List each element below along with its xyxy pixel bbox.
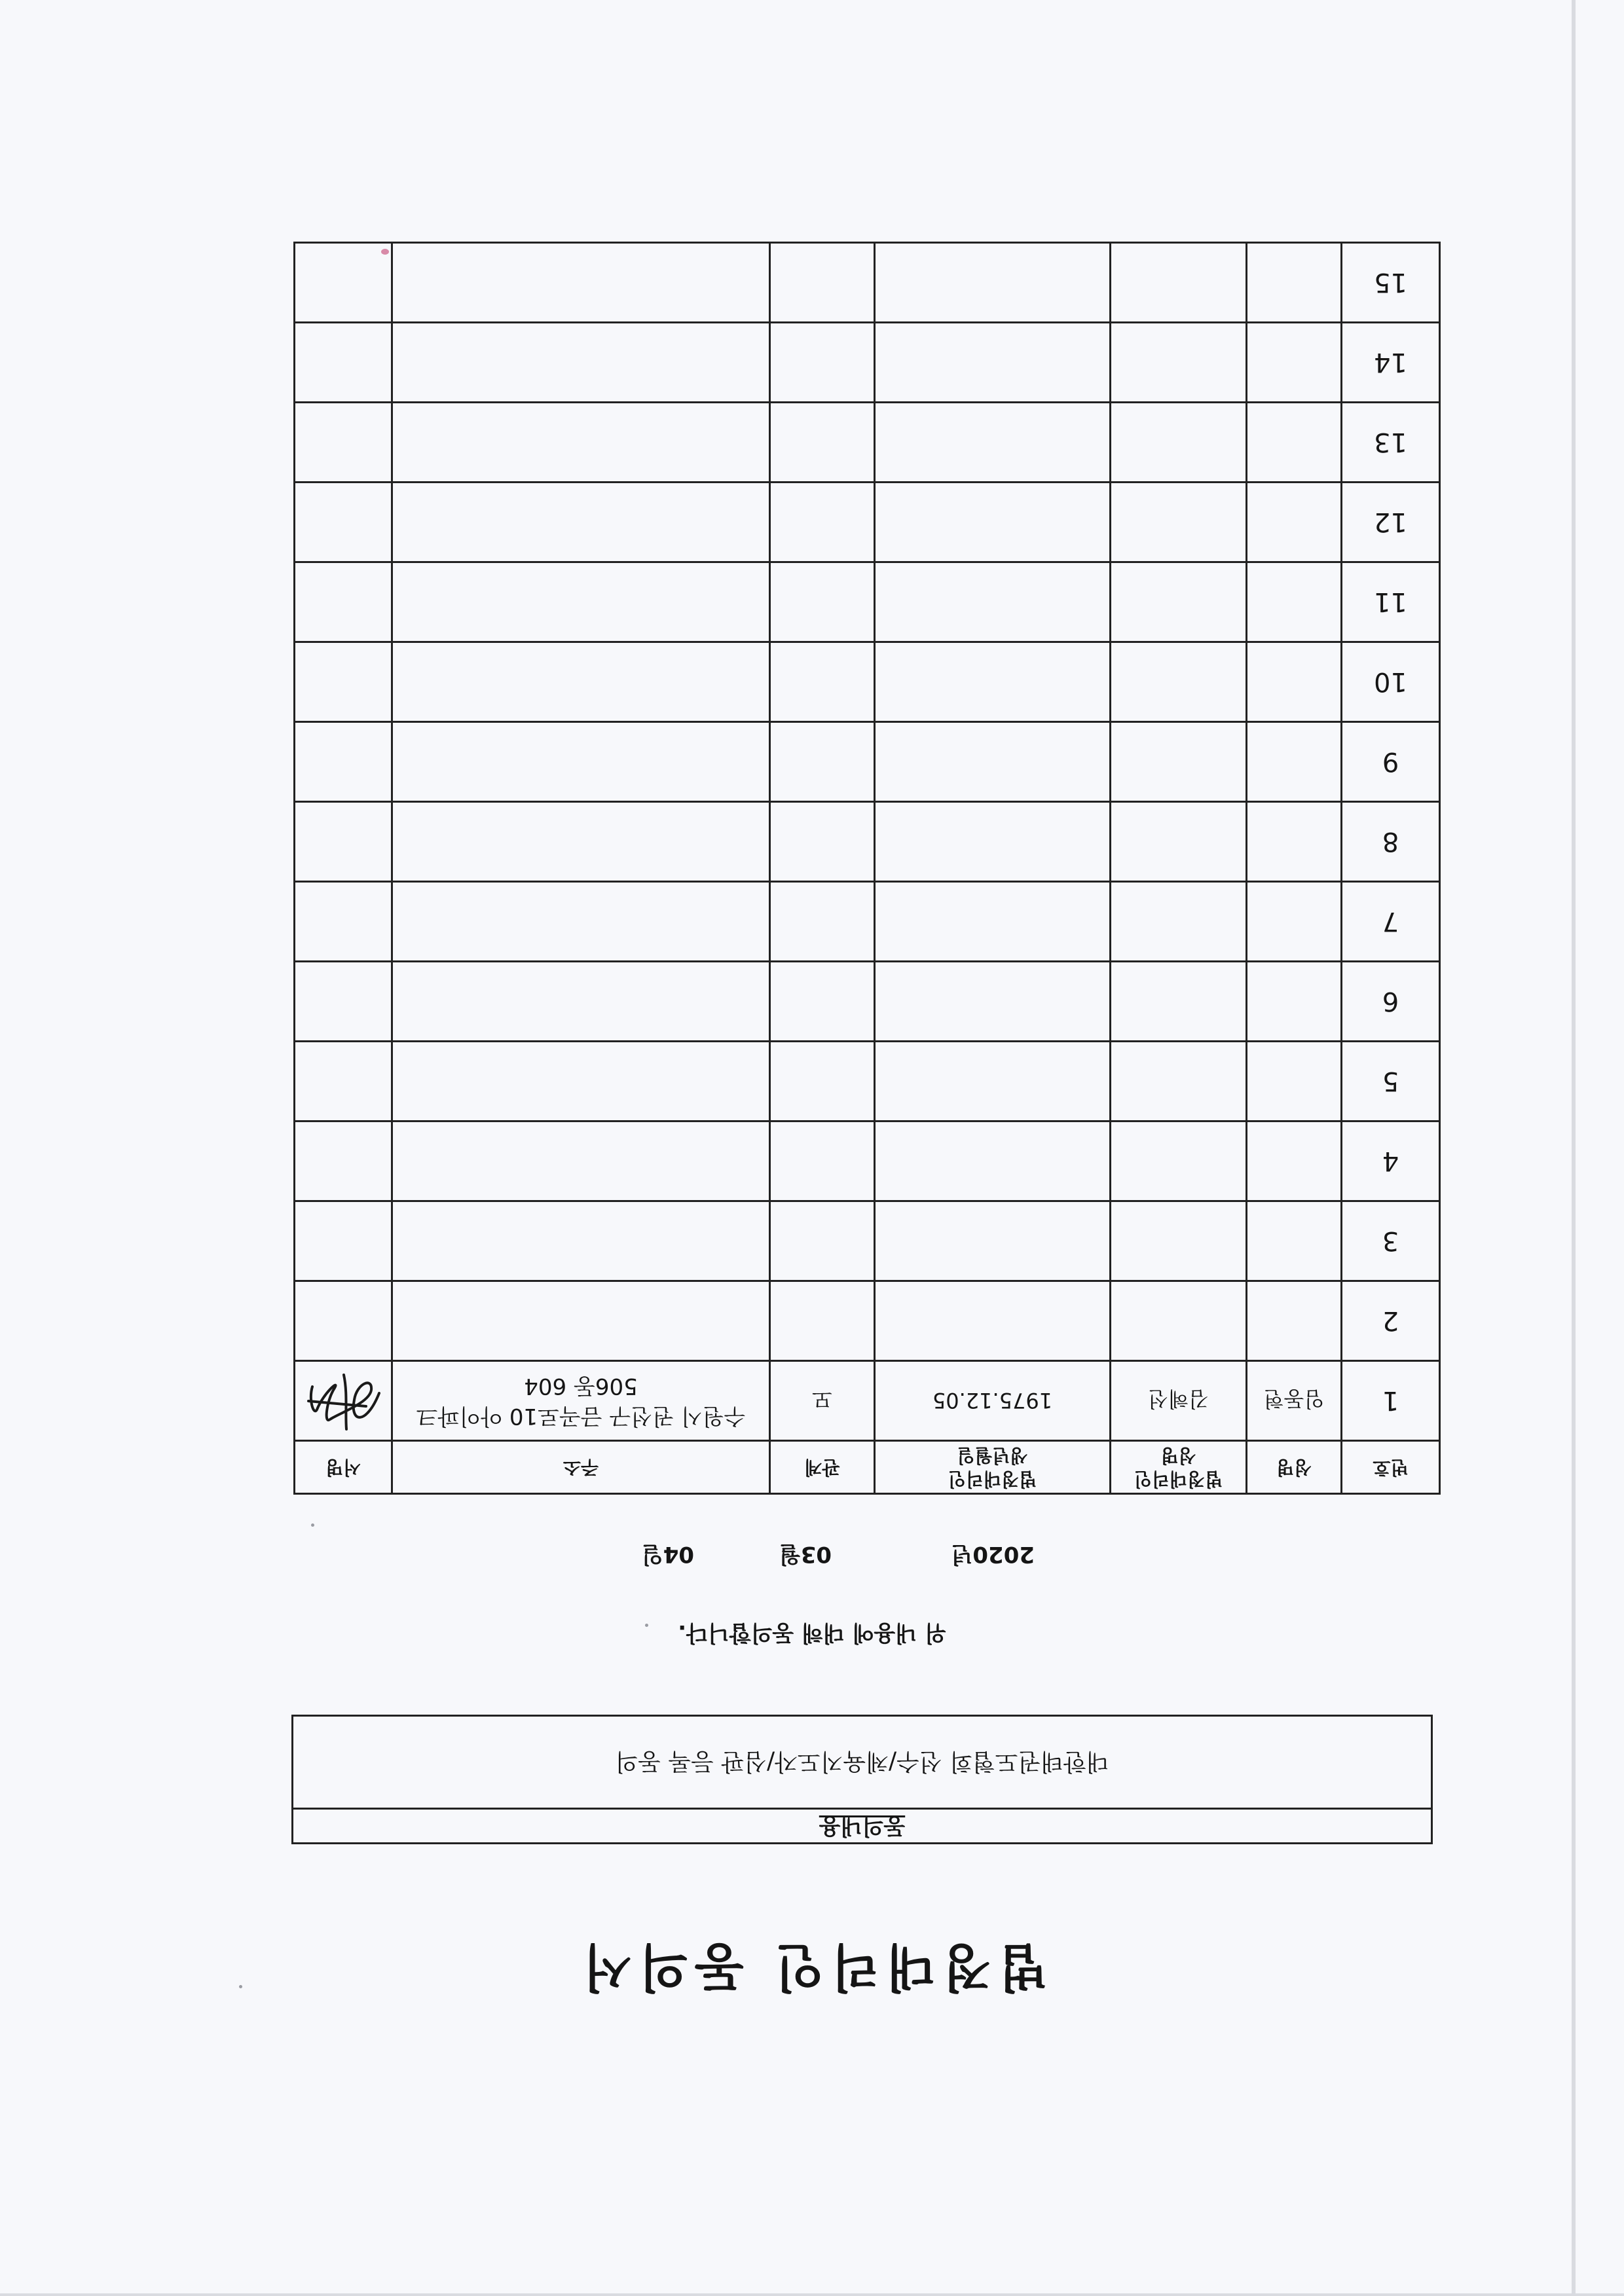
cell-relation <box>770 802 875 882</box>
cell-number: 9 <box>1342 722 1440 802</box>
header-signature: 서명 <box>295 1441 392 1494</box>
cell-signature <box>295 403 392 483</box>
cell-guardian-birth <box>875 722 1111 802</box>
header-guardian-birth: 법정대리인 생년월일 <box>875 1441 1111 1494</box>
cell-name: 임동현 <box>1247 1361 1342 1441</box>
cell-relation <box>770 1201 875 1281</box>
cell-relation <box>770 1121 875 1201</box>
cell-address <box>392 1281 770 1361</box>
cell-signature <box>295 1042 392 1121</box>
table-body <box>295 243 1440 1441</box>
cell-signature <box>295 1281 392 1361</box>
table-row <box>295 1121 1440 1201</box>
cell-guardian-name <box>1111 642 1247 722</box>
cell-address <box>392 722 770 802</box>
cell-name <box>1247 243 1342 323</box>
cell-signature <box>295 483 392 562</box>
cell-guardian-name <box>1111 243 1247 323</box>
cell-address <box>392 882 770 962</box>
cell-name <box>1247 642 1342 722</box>
cell-signature <box>295 882 392 962</box>
cell-relation <box>770 722 875 802</box>
header-guardian-name: 법정대리인 성명 <box>1111 1441 1247 1494</box>
cell-number: 2 <box>1342 1281 1440 1361</box>
cell-number: 14 <box>1342 323 1440 403</box>
table-row <box>295 1361 1440 1441</box>
cell-guardian-birth <box>875 483 1111 562</box>
header-name: 성명 <box>1247 1441 1342 1494</box>
table-row <box>295 962 1440 1042</box>
cell-guardian-name <box>1111 802 1247 882</box>
date-year: 2020년 <box>951 1541 1035 1567</box>
cell-guardian-birth <box>875 1042 1111 1121</box>
cell-number: 3 <box>1342 1201 1440 1281</box>
cell-guardian-birth <box>875 562 1111 642</box>
cell-guardian-name <box>1111 403 1247 483</box>
consent-content-box <box>291 1715 1433 1844</box>
cell-number: 10 <box>1342 642 1440 722</box>
cell-guardian-birth <box>875 1281 1111 1361</box>
table-row <box>295 403 1440 483</box>
table-row <box>295 1042 1440 1121</box>
cell-name <box>1247 802 1342 882</box>
page-title: 법정대리인 동의서 <box>576 1937 1048 1996</box>
cell-guardian-birth <box>875 642 1111 722</box>
cell-guardian-name <box>1111 1201 1247 1281</box>
cell-relation <box>770 1281 875 1361</box>
date-day: 04일 <box>641 1541 694 1567</box>
cell-number: 4 <box>1342 1121 1440 1201</box>
cell-address <box>392 243 770 323</box>
table-row <box>295 483 1440 562</box>
table-row <box>295 882 1440 962</box>
guardian-table <box>293 242 1441 1495</box>
cell-guardian-name <box>1111 1121 1247 1201</box>
cell-signature <box>295 802 392 882</box>
cell-address <box>392 962 770 1042</box>
cell-relation <box>770 403 875 483</box>
consent-content-text: 대한태권도협회 선수/체육지도자/심판 등록 동의 <box>615 1748 1109 1775</box>
cell-address: 수원시 권선구 금곡로10 아이파크 506동 604 <box>392 1361 770 1441</box>
cell-name <box>1247 1201 1342 1281</box>
cell-number: 15 <box>1342 243 1440 323</box>
cell-signature <box>295 243 392 323</box>
header-number: 번호 <box>1342 1441 1440 1494</box>
cell-relation <box>770 323 875 403</box>
cell-guardian-birth <box>875 323 1111 403</box>
table-row <box>295 243 1440 323</box>
table-row <box>295 802 1440 882</box>
scan-speck <box>311 1523 314 1527</box>
cell-signature <box>295 722 392 802</box>
cell-number: 13 <box>1342 403 1440 483</box>
ink-mark <box>381 249 389 255</box>
cell-guardian-name <box>1111 722 1247 802</box>
cell-name <box>1247 403 1342 483</box>
consent-content-header-label: 동의내용 <box>819 1813 906 1839</box>
cell-signature <box>295 642 392 722</box>
cell-guardian-name <box>1111 962 1247 1042</box>
cell-relation <box>770 483 875 562</box>
table-row <box>295 1281 1440 1361</box>
cell-relation <box>770 1042 875 1121</box>
cell-address <box>392 1042 770 1121</box>
cell-address <box>392 642 770 722</box>
cell-guardian-birth <box>875 1121 1111 1201</box>
handwritten-signature <box>301 1368 386 1440</box>
table-header-row <box>295 1441 1440 1494</box>
cell-relation <box>770 243 875 323</box>
cell-guardian-birth <box>875 1201 1111 1281</box>
cell-address <box>392 1121 770 1201</box>
cell-guardian-name <box>1111 1042 1247 1121</box>
table-row <box>295 323 1440 403</box>
date-month: 03월 <box>779 1541 832 1567</box>
cell-signature <box>295 962 392 1042</box>
cell-name <box>1247 882 1342 962</box>
agreement-statement: 위 내용에 대해 동의합니다. <box>678 1620 946 1646</box>
cell-guardian-birth <box>875 802 1111 882</box>
cell-guardian-name <box>1111 323 1247 403</box>
cell-name <box>1247 722 1342 802</box>
cell-number: 6 <box>1342 962 1440 1042</box>
table-row <box>295 1201 1440 1281</box>
cell-address <box>392 802 770 882</box>
cell-guardian-name <box>1111 1281 1247 1361</box>
cell-number: 1 <box>1342 1361 1440 1441</box>
cell-name <box>1247 1121 1342 1201</box>
cell-address <box>392 1201 770 1281</box>
cell-address <box>392 483 770 562</box>
cell-relation <box>770 962 875 1042</box>
cell-name <box>1247 1281 1342 1361</box>
cell-number: 8 <box>1342 802 1440 882</box>
scan-edge <box>0 2293 1624 2296</box>
cell-guardian-birth <box>875 243 1111 323</box>
cell-guardian-birth <box>875 403 1111 483</box>
cell-relation <box>770 642 875 722</box>
cell-signature <box>295 323 392 403</box>
cell-relation <box>770 562 875 642</box>
cell-name <box>1247 962 1342 1042</box>
cell-number: 5 <box>1342 1042 1440 1121</box>
cell-address <box>392 323 770 403</box>
cell-address <box>392 403 770 483</box>
table-row <box>295 562 1440 642</box>
consent-content-header <box>293 1808 1431 1842</box>
cell-name <box>1247 483 1342 562</box>
cell-signature <box>295 562 392 642</box>
cell-guardian-name: 김혜선 <box>1111 1361 1247 1441</box>
cell-number: 12 <box>1342 483 1440 562</box>
cell-guardian-name <box>1111 882 1247 962</box>
cell-relation <box>770 882 875 962</box>
scan-speck <box>239 1985 242 1988</box>
cell-name <box>1247 1042 1342 1121</box>
cell-guardian-birth <box>875 882 1111 962</box>
cell-signature <box>295 1201 392 1281</box>
cell-guardian-birth <box>875 962 1111 1042</box>
cell-name <box>1247 323 1342 403</box>
cell-number: 11 <box>1342 562 1440 642</box>
cell-guardian-name <box>1111 483 1247 562</box>
cell-address <box>392 562 770 642</box>
scan-speck <box>645 1624 648 1627</box>
cell-signature <box>295 1121 392 1201</box>
cell-guardian-birth: 1975.12.05 <box>875 1361 1111 1441</box>
cell-number: 7 <box>1342 882 1440 962</box>
cell-guardian-name <box>1111 562 1247 642</box>
table-row <box>295 642 1440 722</box>
table-row <box>295 722 1440 802</box>
cell-relation: 모 <box>770 1361 875 1441</box>
cell-name <box>1247 562 1342 642</box>
header-relation: 관계 <box>770 1441 875 1494</box>
header-address: 주소 <box>392 1441 770 1494</box>
cell-signature <box>295 1361 392 1441</box>
